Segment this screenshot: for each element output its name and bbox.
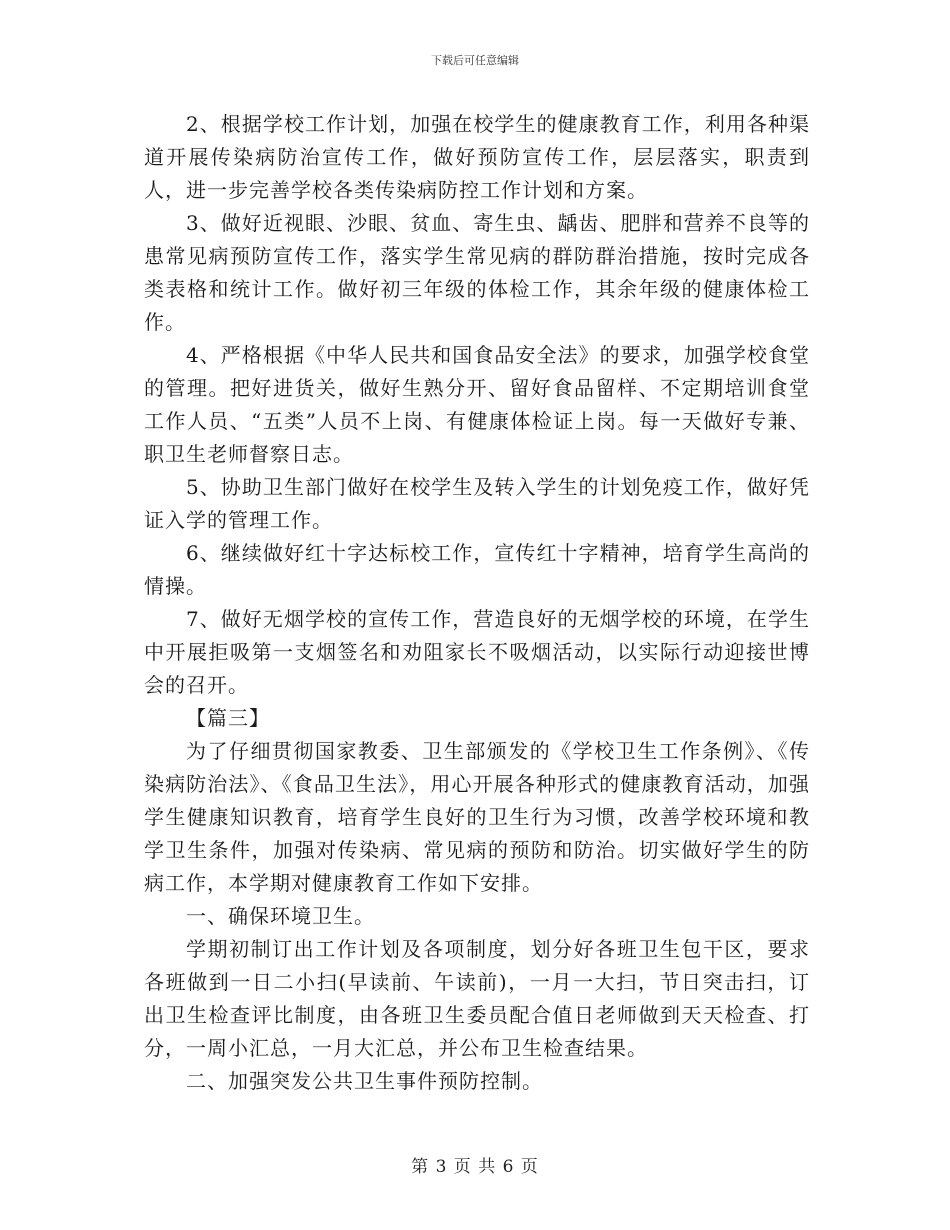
paragraph-item-5: 5、协助卫生部门做好在校学生及转入学生的计划免疫工作，做好凭证入学的管理工作。 bbox=[144, 475, 810, 532]
section-heading-part-three: 【篇三】 bbox=[186, 706, 270, 730]
paragraph-item-3: 3、做好近视眼、沙眼、贫血、寄生虫、龋齿、肥胖和营养不良等的患常见病预防宣传工作，落实学生常见病的群防群治措施，按时完成各类表格和统计工作。做好初三年级的体检工作，其余年级的健康体检工作。 bbox=[144, 211, 810, 334]
paragraph-environment: 学期初制订出工作计划及各项制度，划分好各班卫生包干区，要求各班做到一日二小扫(早读前、午读前)，一月一大扫，节日突击扫，订出卫生检查评比制度，由各班卫生委员配合值日老师做到天天检查、打分，一周小汇总，一月大汇总，并公布卫生检查结果。 bbox=[144, 937, 810, 1060]
subheading-environment: 一、确保环境卫生。 bbox=[186, 904, 375, 928]
paragraph-item-7: 7、做好无烟学校的宣传工作，营造良好的无烟学校的环境，在学生中开展拒吸第一支烟签名和劝阻家长不吸烟活动，以实际行动迎接世博会的召开。 bbox=[144, 607, 810, 697]
document-body bbox=[144, 108, 810, 1098]
paragraph-intro: 为了仔细贯彻国家教委、卫生部颁发的《学校卫生工作条例》、《传染病防治法》、《食品卫生法》，用心开展各种形式的健康教育活动，加强学生健康知识教育，培育学生良好的卫生行为习惯，改善学校环境和教学卫生条件，加强对传染病、常见病的预防和防治。切实做好学生的防病工作，本学期对健康教育工作如下安排。 bbox=[144, 739, 810, 895]
paragraph-item-2: 2、根据学校工作计划，加强在校学生的健康教育工作，利用各种渠道开展传染病防治宣传工作，做好预防宣传工作，层层落实，职责到人，进一步完善学校各类传染病防控工作计划和方案。 bbox=[144, 112, 810, 202]
subheading-public-health: 二、加强突发公共卫生事件预防控制。 bbox=[186, 1069, 543, 1093]
page-number-footer: 第 3 页 共 6 页 bbox=[411, 1157, 539, 1177]
page-header: 下载后可任意编辑 bbox=[431, 54, 519, 67]
paragraph-item-6: 6、继续做好红十字达标校工作，宣传红十字精神，培育学生高尚的情操。 bbox=[144, 541, 810, 598]
paragraph-item-4: 4、严格根据《中华人民共和国食品安全法》的要求，加强学校食堂的管理。把好进货关，做好生熟分开、留好食品留样、不定期培训食堂工作人员、“五类”人员不上岗、有健康体检证上岗。每一天做好专兼、职卫生老师督察日志。 bbox=[144, 343, 810, 466]
